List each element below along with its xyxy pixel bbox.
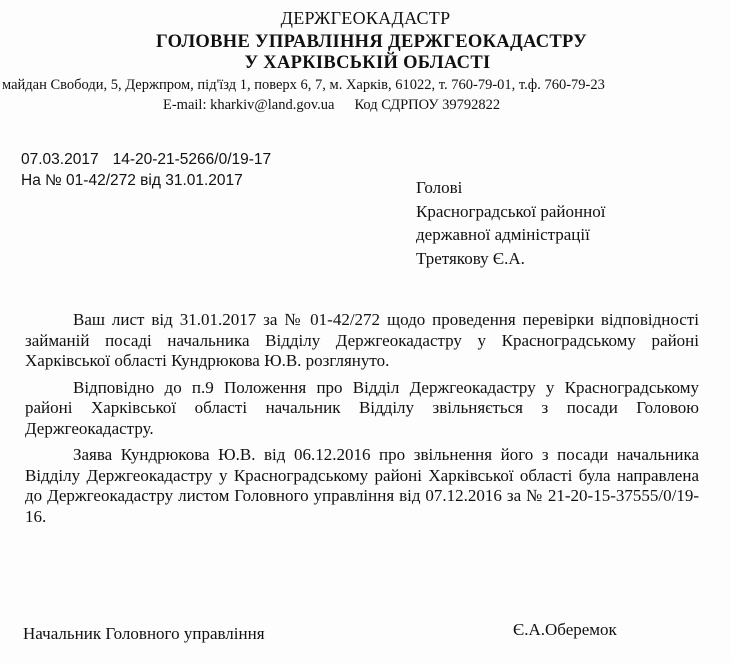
addressee-line-3: державної адміністрації <box>416 225 590 244</box>
signatory-name: Є.А.Оберемок <box>513 620 617 639</box>
signatory-title: Начальник Головного управління <box>23 624 265 643</box>
body-paragraph-1: Ваш лист від 31.01.2017 за № 01-42/272 щодо проведення перевірки відповідності займаній посаді начальника Відділу Держгеокадастру у Красноградському районі Харківської області Кундрюкова Ю.В. розглянуто. <box>25 310 699 370</box>
outgoing-number-line <box>21 151 271 169</box>
letter-body <box>25 310 699 533</box>
letterhead-address: майдан Свободи, 5, Держпром, під'їзд 1, поверх 6, 7, м. Харків, 61022, т. 760-79-01, т.ф. 760-79-23 <box>2 77 605 93</box>
letterhead-edrpou: Код СДРПОУ 39792822 <box>354 97 501 113</box>
incoming-reference: На № 01-42/272 від 31.01.2017 <box>21 172 243 189</box>
addressee-line-2: Красноградської районної <box>416 201 606 221</box>
letterhead-email: E-mail: kharkiv@land.gov.ua <box>163 97 335 113</box>
outgoing-date: 07.03.2017 <box>21 151 99 168</box>
body-paragraph-3: Заява Кундрюкова Ю.В. від 06.12.2016 про звільнення його з посади начальника Відділу Держгеокадастру у Красноградському районі Харківської області була направлена до Держгеокадастру листом Головного управління від 07.12.2016 за № 21-20-15-37555/0/19-16. <box>25 445 699 526</box>
outgoing-number: 14-20-21-5266/0/19-17 <box>112 151 272 168</box>
addressee-block <box>416 176 605 270</box>
department-title-line2: У ХАРКІВСЬКІЙ ОБЛАСТІ <box>244 53 491 73</box>
body-paragraph-2: Відповідно до п.9 Положення про Відділ Держгеокадастру у Красноградському районі Харківської області начальник Відділу звільняється з посади Головою Держгеокадастру. <box>25 377 699 438</box>
addressee-line-1: Голові <box>416 178 463 197</box>
department-title-line1: ГОЛОВНЕ УПРАВЛІННЯ ДЕРЖГЕОКАДАСТРУ <box>155 32 588 52</box>
letterhead-contacts <box>163 97 500 114</box>
agency-name: ДЕРЖГЕОКАДАСТР <box>280 8 451 28</box>
addressee-line-4: Третякову Є.А. <box>416 248 525 268</box>
